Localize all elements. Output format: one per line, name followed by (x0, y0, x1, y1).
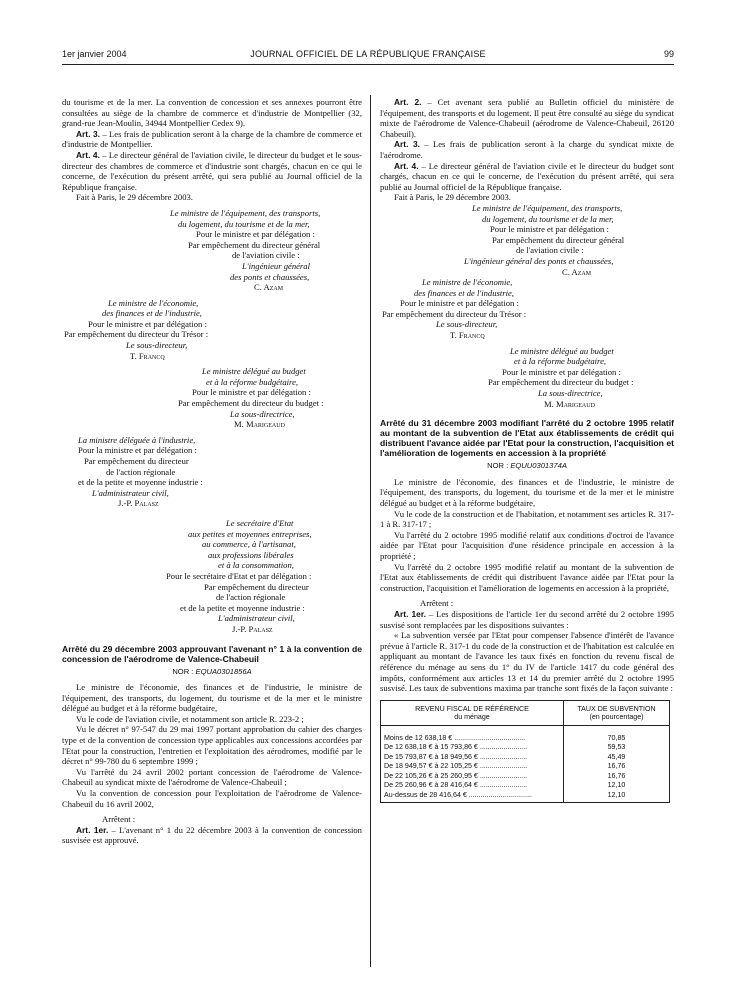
paragraph: du tourisme et de la mer. La convention de concession et ses annexes pourront être consultées au siège de la chambre de commerce et d'industrie de Montpellier (32, grand-rue Jean-Moulin, 34944 Montpellier Cedex 9). (62, 97, 362, 129)
arretent: Arrêtent : (102, 814, 136, 825)
table-row: De 12 638,18 € à 15 793,86 € ........................ 59,53 (381, 743, 670, 753)
paragraph: Vu le code de l'aviation civile, et notamment son article R. 223-2 ; (76, 713, 304, 724)
signature-block: Le ministre délégué au budget et à la réforme budgétaire, Pour le ministre et par délégation : Par empêchement du directeur du budget : La sous-directrice, M. Marigeaud (178, 366, 324, 430)
subsidy-table (380, 700, 670, 804)
column-header-revenue: REVENU FISCAL DE RÉFÉRENCE du ménage (381, 700, 564, 725)
paragraph: Le ministre de l'économie, des finances et de l'industrie, le ministre de l'équipement, des transports, du logement, du tourisme et de la mer et le ministre délégué au budget et à la réforme budgétaire, (62, 682, 362, 714)
paragraph: Vu le code de la construction et de l'habitation, et notamment ses articles R. 317-1 à R. 317-17 ; (380, 508, 674, 530)
table-row: Moins de 12 638,18 € .................................... 70,85 (381, 725, 670, 743)
page-header (62, 49, 674, 65)
table-row: De 18 949,57 € à 22 105,25 € ........................ 16,76 (381, 762, 670, 772)
article-3: Art. 3. – Les frais de publication seront à la charge de la chambre de commerce et d'industrie de Montpellier. (62, 128, 362, 150)
table-row: De 15 793,87 € à 18 949,56 € ........................ 45,49 (381, 753, 670, 763)
paragraph: Le ministre de l'économie, des finances et de l'industrie, le ministre de l'équipement, des transports, du logement, du tourisme et de la mer et le ministre délégué au budget et à la réforme budgétaire, (380, 476, 674, 508)
paragraph: Vu l'arrêté du 24 avril 2002 portant concession de l'aérodrome de Valence-Chabeuil au syndicat mixte de l'aérodrome de Valence-Chabeuil ; (62, 766, 362, 788)
article-4: Art. 4. – Le directeur général de l'aviation civile et le directeur du budget sont chargés, chacun en ce qui le concerne, de l'exécution du présent arrêté, qui sera publié au Journal officiel de la République française. (380, 160, 674, 192)
page-number: 99 (663, 49, 674, 59)
right-column (380, 97, 674, 803)
paragraph: Vu la convention de concession pour l'exploitation de l'aérodrome de Valence-Chabeuil du 16 avril 2002, (62, 788, 362, 809)
decree-title: Arrêté du 31 décembre 2003 modifiant l'arrêté du 2 octobre 1995 relatif au montant de la subvention de l'Etat aux établissements de crédit qui distribuent l'avance aidée par l'Etat pour la construction, l'acquisition et l'amélioration de logements en accession à la propriété (380, 418, 674, 459)
signature-block: Le secrétaire d'Etat aux petites et moyennes entreprises, au commerce, à l'artisanat, aux professions libérales et à la consommation, Pour le secrétaire d'Etat et par délégation : Par empêchement du directeur de l'action régionale et de la petite et moyenne industrie : L'administrateur civil, J.-P. Palasz (166, 517, 312, 634)
signature-block: Le ministre de l'équipement, des transports, du logement, du tourisme et de la mer, Pour le ministre et par délégation : Par empêchement du directeur général de l'aviation civile : L'ingénieur général des ponts et chaussées, C. Azam (170, 207, 321, 293)
nor-reference: NOR : EQUU0301374A (487, 461, 567, 471)
article-2: Art. 2. – Cet avenant sera publié au Bulletin officiel du ministère de l'équipement, des transports et du logement. Il peut être consulté au siège du syndicat mixte de l'aérodrome de Valence-Chabeuil (aérodrome de Valence-Chabeuil, 26120 Chabeuil). (380, 97, 674, 139)
article-3: Art. 3. – Les frais de publication seront à la charge du syndicat mixte de l'aérodrome. (380, 139, 674, 160)
left-column (62, 97, 362, 846)
paragraph: « La subvention versée par l'Etat pour compenser l'absence d'intérêt de l'avance prévue à l'article R. 317-1 du code de la construction et de l'habitation est calculée en appliquant au montant de l'avance les taux fixés en fonction du revenu fiscal de référence du ménage au sens du 1° du IV de l'article 1417 du code général des impôts, conformément aux articles 13 et 14 du premier arrêté du 2 octobre 1995 susvisé. Les taux de subventions maxima par tranche sont fixés de la façon suivante : (380, 630, 674, 694)
article-4: Art. 4. – Le directeur général de l'aviation civile, le directeur du budget et le sous-directeur des chambres de commerce et d'industrie sont chargés, chacun en ce qui le concerne, de l'exécution du présent arrêté, qui sera publié au Journal officiel de la République française. (62, 149, 362, 192)
article-1: Art. 1er. – Les dispositions de l'article 1er du second arrêté du 2 octobre 1995 susvisé sont remplacées par les dispositions suivantes : (380, 608, 674, 630)
paragraph: Vu le décret n° 97-547 du 29 mai 1997 portant approbation du cahier des charges type et de la convention de concession type applicables aux concessions accordées par l'Etat pour la construction, l'entretien et l'exploitation des aérodromes, modifié par le décret n° 99-780 du 6 septembre 1999 ; (62, 724, 362, 767)
signature-date: Fait à Paris, le 29 décembre 2003. (76, 192, 193, 203)
decree-title: Arrêté du 29 décembre 2003 approuvant l'avenant n° 1 à la convention de concession de l'aérodrome de Valence-Chabeuil (62, 643, 362, 664)
signature-block: Le ministre délégué au budget et à la réforme budgétaire, Pour le ministre et par délégation : Par empêchement du directeur du budget : La sous-directrice, M. Marigeaud (488, 345, 634, 409)
signature-date: Fait à Paris, le 29 décembre 2003. (394, 192, 511, 203)
paragraph: Vu l'arrêté du 2 octobre 1995 modifié relatif aux conditions d'octroi de l'avance aidée par l'Etat pour l'acquisition d'une résidence principale en accession à la propriété ; (380, 529, 674, 561)
table-row: Au-dessus de 28 416,64 € ................................ 12,10 (381, 791, 670, 803)
article-1: Art. 1er. – L'avenant n° 1 du 22 décembre 2003 à la convention de concession susvisée est approuvé. (62, 824, 362, 846)
signature-block: La ministre déléguée à l'industrie, Pour la ministre et par délégation : Par empêchement du directeur de l'action régionale et de la petite et moyenne industrie : L'administrateur civil, J.-P. Palasz (78, 434, 203, 509)
table-row: De 25 260,96 € à 28 416,64 € ........................ 12,10 (381, 781, 670, 791)
column-header-rate: TAUX DE SUBVENTION (en pourcentage) (564, 700, 670, 725)
signature-block: Le ministre de l'économie, des finances et de l'industrie, Pour le ministre et par délégation : Par empêchement du directeur du Trésor : Le sous-directeur, T. Francq (382, 277, 527, 341)
arretent: Arrêtent : (420, 598, 454, 609)
signature-block: Le ministre de l'économie, des finances et de l'industrie, Pour le ministre et par délégation : Par empêchement du directeur du Trésor : Le sous-directeur, T. Francq (64, 297, 209, 361)
nor-reference: NOR : EQUA0301856A (172, 666, 252, 676)
table-row: De 22 105,26 € à 25 260,95 € ........................ 16,76 (381, 772, 670, 782)
paragraph: Vu l'arrêté du 2 octobre 1995 modifié relatif au montant de la subvention de l'Etat aux établissements de crédit qui distribuent l'avance aidée par l'Etat pour la construction, l'acquisition et l'amélioration de logements en accession à la propriété, (380, 561, 674, 593)
signature-block: Le ministre de l'équipement, des transports, du logement, du tourisme et de la mer, Pour le ministre et par délégation : Par empêchement du directeur général de l'aviation civile : L'ingénieur général des ponts et chaussées, C. Azam (464, 202, 625, 277)
header-rule (62, 64, 674, 65)
header-date: 1er janvier 2004 (62, 49, 127, 59)
journal-title: JOURNAL OFFICIEL DE LA RÉPUBLIQUE FRANÇAISE (250, 49, 486, 59)
column-divider (370, 95, 371, 967)
